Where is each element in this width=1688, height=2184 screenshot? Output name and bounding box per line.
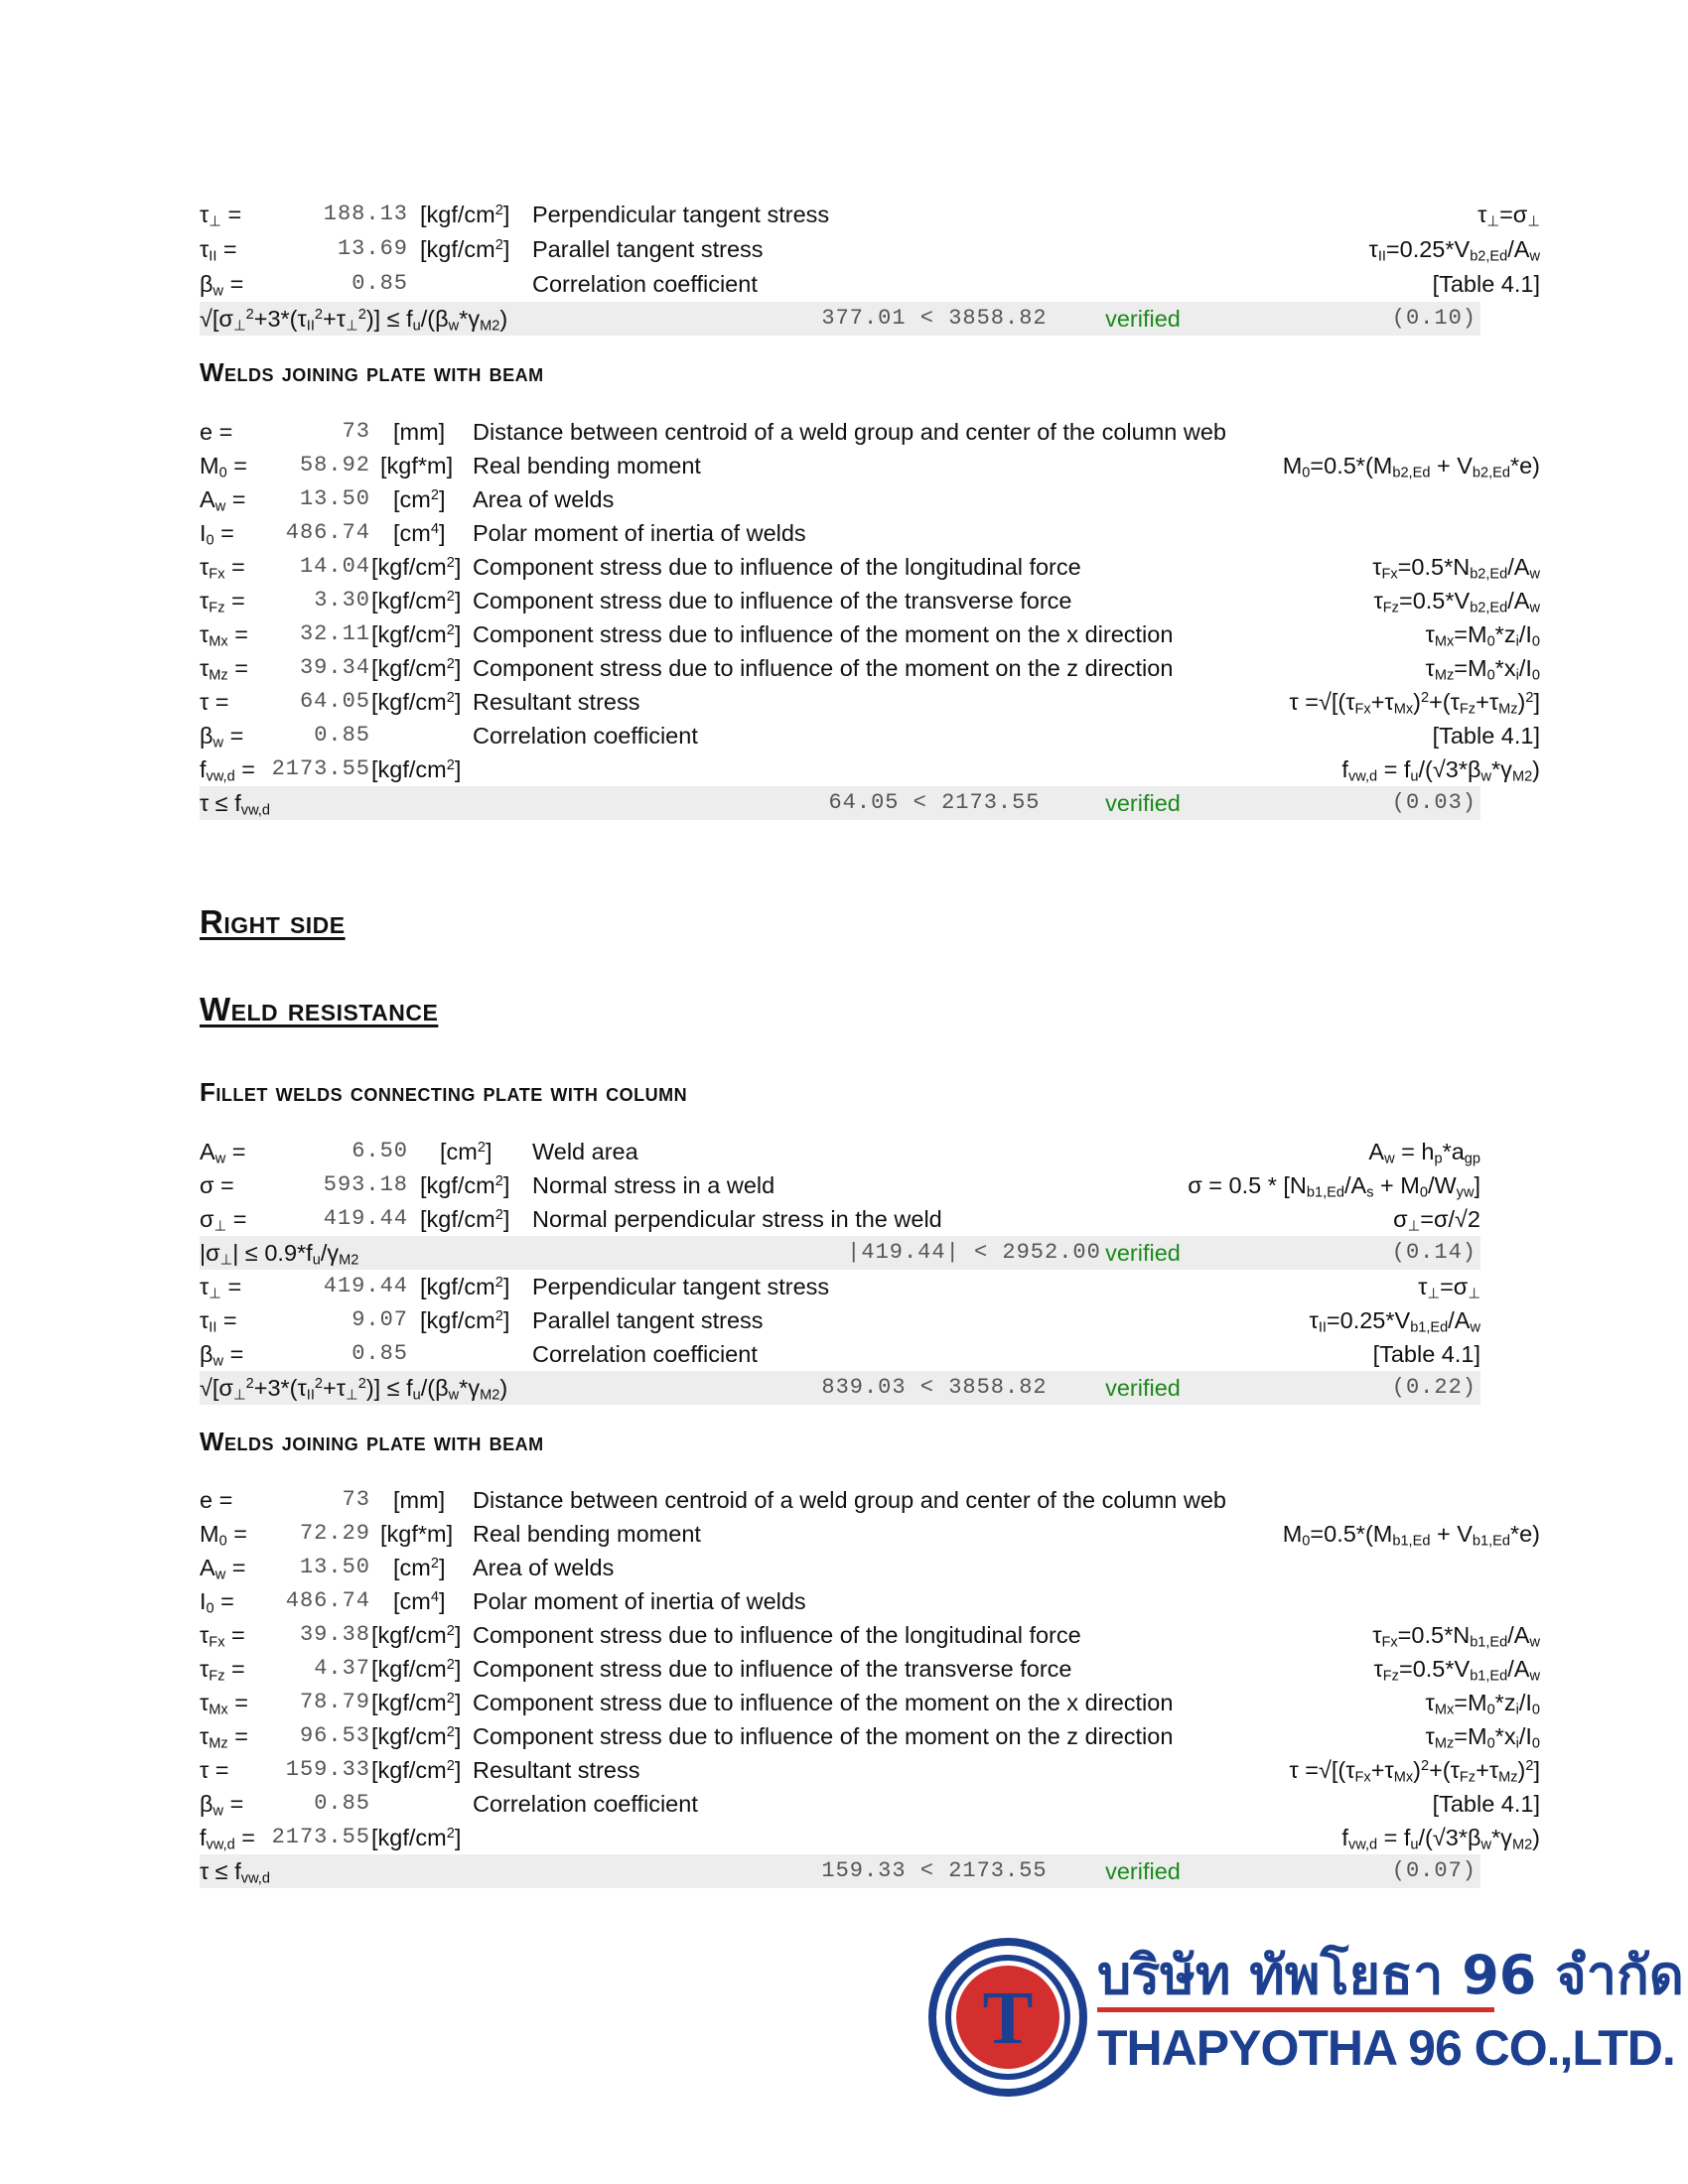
ratio: (0.10)	[1391, 306, 1477, 331]
value: 0.85	[352, 271, 408, 296]
formula: [Table 4.1]	[1432, 1791, 1540, 1817]
status-verified: verified	[1105, 1240, 1181, 1266]
formula: $\tau_{Mz}=M_0*x_i/I_0$	[1425, 1723, 1540, 1752]
comparison: 64.05 < 2173.55	[828, 790, 1041, 815]
unit: $[kgf/cm^2]$	[420, 1206, 510, 1232]
symbol: $f_{vw,d}$ =	[200, 1825, 255, 1853]
description: Component stress due to influence of the transverse force	[473, 1656, 1072, 1682]
row-sigma-perp	[200, 1202, 1540, 1236]
formula: $\tau_{Fz}=0.5*V_{b1,Ed}/A_w$	[1373, 1656, 1540, 1685]
description: Correlation coefficient	[532, 271, 758, 297]
comparison: |419.44| < 2952.00	[847, 1240, 1101, 1265]
value: 6.50	[352, 1139, 408, 1163]
symbol: $I_0$ =	[200, 520, 234, 549]
section-title-fillet-welds: Fillet welds connecting plate with column	[200, 1077, 688, 1107]
row-tau-par	[200, 232, 1540, 266]
row-i0	[200, 516, 1540, 550]
symbol: $A_w$ =	[200, 486, 246, 515]
value: 13.50	[299, 1555, 370, 1579]
unit: [kgf*m]	[380, 1521, 454, 1547]
description: Resultant stress	[473, 689, 640, 715]
value: 78.79	[299, 1690, 370, 1714]
formula: $A_w = h_p*a_{gp}$	[1368, 1139, 1480, 1167]
unit: [mm]	[393, 1487, 446, 1513]
description: Component stress due to influence of the transverse force	[473, 588, 1072, 614]
row-tau-fx	[200, 1618, 1540, 1652]
ratio: (0.22)	[1391, 1375, 1477, 1400]
unit: $[kgf/cm^2]$	[371, 655, 462, 681]
row-tau-perp	[200, 1270, 1540, 1303]
value: 14.04	[299, 554, 370, 579]
row-beta-w	[200, 1337, 1540, 1371]
unit: $[kgf/cm^2]$	[420, 1274, 510, 1299]
description: Parallel tangent stress	[532, 236, 764, 262]
unit: $[cm^2]$	[440, 1139, 492, 1164]
row-tau	[200, 1753, 1540, 1787]
description: Distance between centroid of a weld group and center of the column web	[473, 1487, 1226, 1513]
company-name-english: THAPYOTHA 96 CO.,LTD.	[1097, 2020, 1675, 2076]
formula: $f_{vw,d} = f_u/(√3*\beta_w*\gamma_{M2})$	[1341, 756, 1540, 785]
description: Area of welds	[473, 1555, 615, 1580]
symbol: $M_0$ =	[200, 1521, 247, 1550]
unit: [mm]	[393, 419, 446, 445]
unit: $[kgf/cm^2]$	[420, 1172, 510, 1198]
value: 2173.55	[271, 756, 370, 781]
comparison: 159.33 < 2173.55	[821, 1858, 1048, 1883]
description: Polar moment of inertia of welds	[473, 1588, 806, 1614]
description: Real bending moment	[473, 1521, 701, 1547]
description: Component stress due to influence of the longitudinal force	[473, 1622, 1081, 1648]
symbol: $\beta_w$ =	[200, 723, 244, 751]
unit: $[cm^2]$	[393, 486, 446, 512]
formula: $\tau_{Mx}=M_0*z_i/I_0$	[1425, 621, 1540, 650]
description: Weld area	[532, 1139, 638, 1164]
unit: $[kgf/cm^2]$	[420, 1307, 510, 1333]
value: 419.44	[323, 1206, 408, 1231]
company-name-thai: บริษัท ทัพโยธา 96 จำกัด	[1097, 1944, 1684, 2006]
row-aw	[200, 1135, 1540, 1168]
value: 188.13	[323, 202, 408, 226]
symbol: $\tau_{Mx}$ =	[200, 1690, 248, 1718]
value: 593.18	[323, 1172, 408, 1197]
formula: $\tau_{II}=0.25*V_{b2,Ed}/A_w$	[1368, 236, 1540, 265]
section-title-right-side: Right side	[200, 903, 346, 940]
verification-row	[200, 1236, 1480, 1270]
row-aw	[200, 482, 1540, 516]
description: Area of welds	[473, 486, 615, 512]
symbol: $M_0$ =	[200, 453, 247, 481]
formula: $\tau =√[(\tau_{Fx}+\tau_{Mx})^2+(\tau_{Fz}+\tau_{Mz})^2]$	[1289, 689, 1540, 718]
formula: [Table 4.1]	[1432, 723, 1540, 749]
formula: [Table 4.1]	[1432, 271, 1540, 297]
symbol: $\tau_{II}$ =	[200, 236, 237, 265]
description: Component stress due to influence of the moment on the x direction	[473, 1690, 1174, 1715]
formula: [Table 4.1]	[1372, 1341, 1480, 1367]
row-m0	[200, 449, 1540, 482]
status-verified: verified	[1105, 1375, 1181, 1401]
symbol: $f_{vw,d}$ =	[200, 756, 255, 785]
unit: $[kgf/cm^2]$	[371, 1723, 462, 1749]
ratio: (0.07)	[1391, 1858, 1477, 1883]
formula: $\sigma = 0.5 * [N_{b1,Ed}/A_s + M_0/W_{yw}]$	[1188, 1172, 1480, 1201]
unit: $[kgf/cm^2]$	[371, 554, 462, 580]
value: 72.29	[299, 1521, 370, 1546]
formula: $M_0=0.5*(M_{b1,Ed} + V_{b1,Ed}*e)$	[1282, 1521, 1540, 1550]
value: 2173.55	[271, 1825, 370, 1849]
description: Real bending moment	[473, 453, 701, 478]
value: 64.05	[299, 689, 370, 714]
description: Distance between centroid of a weld group and center of the column web	[473, 419, 1226, 445]
unit: $[kgf/cm^2]$	[371, 689, 462, 715]
symbol: $\tau_{Fz}$ =	[200, 1656, 245, 1685]
value: 486.74	[285, 1588, 370, 1613]
unit: [kgf*m]	[380, 453, 454, 478]
description: Perpendicular tangent stress	[532, 202, 830, 227]
row-aw	[200, 1551, 1540, 1584]
description: Normal perpendicular stress in the weld	[532, 1206, 942, 1232]
verification-row	[200, 786, 1480, 820]
section-title-welds-beam: Welds joining plate with beam	[200, 1427, 544, 1456]
condition: $\tau \le f_{vw,d}$	[200, 790, 270, 819]
row-m0	[200, 1517, 1540, 1551]
symbol: $A_w$ =	[200, 1139, 246, 1167]
formula: $\tau_{Mz}=M_0*x_i/I_0$	[1425, 655, 1540, 684]
value: 39.34	[299, 655, 370, 680]
unit: $[kgf/cm^2]$	[371, 1690, 462, 1715]
company-emblem-icon	[928, 1938, 1087, 2097]
row-tau-mz	[200, 651, 1540, 685]
value: 13.69	[337, 236, 408, 261]
symbol: $\tau_{Fz}$ =	[200, 588, 245, 616]
formula: $\tau_{II}=0.25*V_{b1,Ed}/A_w$	[1309, 1307, 1480, 1336]
value: 96.53	[299, 1723, 370, 1748]
formula: $\tau_{Mx}=M_0*z_i/I_0$	[1425, 1690, 1540, 1718]
description: Normal stress in a weld	[532, 1172, 775, 1198]
unit: $[kgf/cm^2]$	[371, 1622, 462, 1648]
formula: $\tau_\perp=\sigma_\perp$	[1477, 202, 1540, 230]
description: Correlation coefficient	[473, 723, 698, 749]
symbol: τ =	[200, 689, 229, 715]
section-title-welds-beam: Welds joining plate with beam	[200, 357, 544, 387]
value: 0.85	[352, 1341, 408, 1366]
row-tau-fz	[200, 584, 1540, 617]
comparison: 839.03 < 3858.82	[821, 1375, 1048, 1400]
description: Correlation coefficient	[473, 1791, 698, 1817]
unit: $[kgf/cm^2]$	[371, 1656, 462, 1682]
row-e	[200, 1483, 1540, 1517]
description: Resultant stress	[473, 1757, 640, 1783]
value: 3.30	[314, 588, 370, 613]
unit: $[kgf/cm^2]$	[371, 1757, 462, 1783]
symbol: $\sigma_\perp$ =	[200, 1206, 247, 1235]
formula: $\tau =√[(\tau_{Fx}+\tau_{Mx})^2+(\tau_{Fz}+\tau_{Mz})^2]$	[1289, 1757, 1540, 1786]
symbol: $A_w$ =	[200, 1555, 246, 1583]
value: 32.11	[299, 621, 370, 646]
symbol: $\beta_w$ =	[200, 1791, 244, 1820]
unit: $[kgf/cm^2]$	[371, 756, 462, 782]
row-tau-mz	[200, 1719, 1540, 1753]
description: Correlation coefficient	[532, 1341, 758, 1367]
row-beta-w	[200, 1787, 1540, 1821]
description: Perpendicular tangent stress	[532, 1274, 830, 1299]
formula: $f_{vw,d} = f_u/(√3*\beta_w*\gamma_{M2})$	[1341, 1825, 1540, 1853]
value: 0.85	[314, 723, 370, 748]
symbol: $\tau_{II}$ =	[200, 1307, 237, 1336]
row-tau	[200, 685, 1540, 719]
row-tau-par	[200, 1303, 1540, 1337]
formula: $\tau_\perp=\sigma_\perp$	[1418, 1274, 1480, 1302]
formula: $\tau_{Fx}=0.5*N_{b1,Ed}/A_w$	[1372, 1622, 1540, 1651]
symbol: σ =	[200, 1172, 234, 1198]
unit: $[kgf/cm^2]$	[420, 236, 510, 262]
value: 58.92	[299, 453, 370, 478]
unit: $[cm^2]$	[393, 1555, 446, 1580]
row-tau-mx	[200, 617, 1540, 651]
row-tau-mx	[200, 1686, 1540, 1719]
symbol: $\tau_\perp$ =	[200, 202, 242, 230]
row-i0	[200, 1584, 1540, 1618]
formula: $\tau_{Fz}=0.5*V_{b2,Ed}/A_w$	[1373, 588, 1540, 616]
formula: $M_0=0.5*(M_{b2,Ed} + V_{b2,Ed}*e)$	[1282, 453, 1540, 481]
formula: $\sigma_\perp=\sigma/√2$	[1393, 1206, 1480, 1235]
description: Component stress due to influence of the moment on the z direction	[473, 1723, 1174, 1749]
symbol: τ =	[200, 1757, 229, 1783]
row-beta-w	[200, 267, 1540, 301]
ratio: (0.03)	[1391, 790, 1477, 815]
logo-divider	[1097, 2007, 1494, 2012]
status-verified: verified	[1105, 1858, 1181, 1884]
description: Component stress due to influence of the moment on the x direction	[473, 621, 1174, 647]
description: Polar moment of inertia of welds	[473, 520, 806, 546]
company-logo	[923, 1926, 1684, 2115]
symbol: $\beta_w$ =	[200, 271, 244, 300]
condition: $√[\sigma_\perp^2+3*(\tau_{II}^2+\tau_\perp^2)] \le f_u/(\beta_w*\gamma_{M2})$	[200, 1375, 508, 1404]
row-fvwd	[200, 752, 1540, 786]
value: 39.38	[299, 1622, 370, 1647]
row-beta-w	[200, 719, 1540, 752]
description: Parallel tangent stress	[532, 1307, 764, 1333]
verification-row	[200, 1854, 1480, 1888]
value: 13.50	[299, 486, 370, 511]
value: 9.07	[352, 1307, 408, 1332]
symbol: e =	[200, 419, 233, 445]
verification-row	[200, 1371, 1480, 1405]
verification-row	[200, 302, 1480, 336]
unit: $[kgf/cm^2]$	[371, 621, 462, 647]
value: 486.74	[285, 520, 370, 545]
formula: $\tau_{Fx}=0.5*N_{b2,Ed}/A_w$	[1372, 554, 1540, 583]
symbol: $\tau_{Mx}$ =	[200, 621, 248, 650]
symbol: e =	[200, 1487, 233, 1513]
row-tau-fz	[200, 1652, 1540, 1686]
value: 73	[342, 1487, 370, 1512]
status-verified: verified	[1105, 790, 1181, 816]
value: 159.33	[285, 1757, 370, 1782]
symbol: $\tau_{Fx}$ =	[200, 554, 245, 583]
symbol: $\beta_w$ =	[200, 1341, 244, 1370]
condition: $|\sigma_\perp| \le 0.9*f_u/\gamma_{M2}$	[200, 1240, 359, 1269]
comparison: 377.01 < 3858.82	[821, 306, 1048, 331]
row-fvwd	[200, 1821, 1540, 1854]
section-title-weld-resistance: Weld resistance	[200, 991, 439, 1027]
condition: $√[\sigma_\perp^2+3*(\tau_{II}^2+\tau_\perp^2)] \le f_u/(\beta_w*\gamma_{M2})$	[200, 306, 508, 335]
value: 419.44	[323, 1274, 408, 1298]
ratio: (0.14)	[1391, 1240, 1477, 1265]
row-tau-perp	[200, 198, 1540, 231]
status-verified: verified	[1105, 306, 1181, 332]
logo-letter: T	[982, 1977, 1034, 2060]
symbol: $\tau_{Mz}$ =	[200, 1723, 248, 1752]
condition: $\tau \le f_{vw,d}$	[200, 1858, 270, 1887]
symbol: $\tau_{Mz}$ =	[200, 655, 248, 684]
unit: $[cm^4]$	[393, 1588, 446, 1614]
unit: $[kgf/cm^2]$	[371, 588, 462, 614]
symbol: $\tau_\perp$ =	[200, 1274, 242, 1302]
unit: $[kgf/cm^2]$	[371, 1825, 462, 1850]
symbol: $\tau_{Fx}$ =	[200, 1622, 245, 1651]
row-sigma	[200, 1168, 1540, 1202]
value: 0.85	[314, 1791, 370, 1816]
unit: $[kgf/cm^2]$	[420, 202, 510, 227]
value: 4.37	[314, 1656, 370, 1681]
row-tau-fx	[200, 550, 1540, 584]
value: 73	[342, 419, 370, 444]
symbol: $I_0$ =	[200, 1588, 234, 1617]
description: Component stress due to influence of the moment on the z direction	[473, 655, 1174, 681]
description: Component stress due to influence of the longitudinal force	[473, 554, 1081, 580]
row-e	[200, 415, 1540, 449]
unit: $[cm^4]$	[393, 520, 446, 546]
